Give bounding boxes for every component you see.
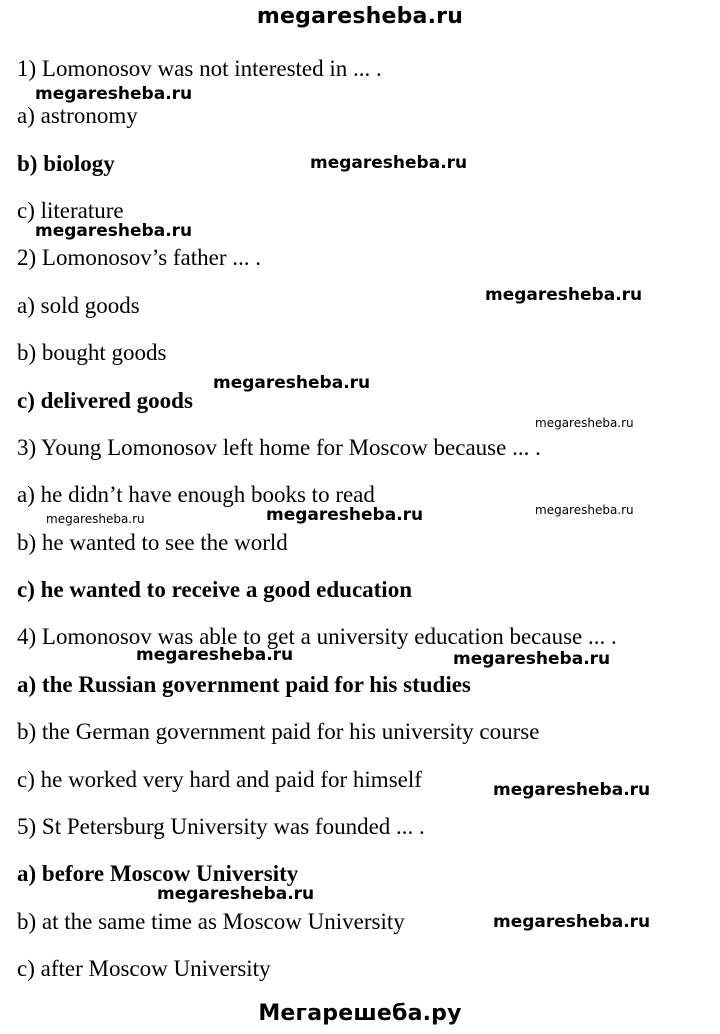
q3-option-b: b) he wanted to see the world <box>17 530 288 555</box>
watermark: megaresheba.ru <box>453 649 611 669</box>
question-3: 3) Young Lomonosov left home for Moscow because ... . <box>17 435 541 460</box>
watermark: megaresheba.ru <box>213 373 371 393</box>
q1-option-b-answer: b) biology <box>17 151 115 176</box>
question-4: 4) Lomonosov was able to get a university education because ... . <box>17 624 617 649</box>
q5-option-a-answer: a) before Moscow University <box>17 861 299 886</box>
watermark: megaresheba.ru <box>35 221 193 241</box>
q2-option-c-answer: c) delivered goods <box>17 388 193 413</box>
page-header-watermark: megaresheba.ru <box>256 4 464 29</box>
q2-option-a: a) sold goods <box>17 293 140 318</box>
q1-option-a: a) astronomy <box>17 103 138 128</box>
q2-option-b: b) bought goods <box>17 340 167 365</box>
q3-option-c-answer: c) he wanted to receive a good education <box>17 577 412 602</box>
q5-option-c: c) after Moscow University <box>17 956 271 981</box>
watermark: megaresheba.ru <box>535 416 634 430</box>
watermark: megaresheba.ru <box>35 84 193 104</box>
question-1: 1) Lomonosov was not interested in ... . <box>17 56 382 81</box>
question-2: 2) Lomonosov’s father ... . <box>17 245 262 270</box>
watermark: megaresheba.ru <box>310 153 468 173</box>
q4-option-a-answer: a) the Russian government paid for his studies <box>17 672 471 697</box>
watermark: megaresheba.ru <box>493 912 651 932</box>
watermark: megaresheba.ru <box>266 505 424 525</box>
watermark: megaresheba.ru <box>535 503 634 517</box>
q4-option-b: b) the German government paid for his university course <box>17 719 540 744</box>
watermark: megaresheba.ru <box>493 780 651 800</box>
q1-option-c: c) literature <box>17 198 124 223</box>
page-footer-watermark: Мегарешеба.ру <box>258 1001 462 1026</box>
watermark: megaresheba.ru <box>485 285 643 305</box>
watermark: megaresheba.ru <box>136 645 294 665</box>
watermark: megaresheba.ru <box>157 884 315 904</box>
q5-option-b: b) at the same time as Moscow University <box>17 909 405 934</box>
watermark: megaresheba.ru <box>46 512 145 526</box>
question-5: 5) St Petersburg University was founded ... . <box>17 814 425 839</box>
q4-option-c: c) he worked very hard and paid for himself <box>17 767 422 792</box>
q3-option-a: a) he didn’t have enough books to read <box>17 482 375 507</box>
